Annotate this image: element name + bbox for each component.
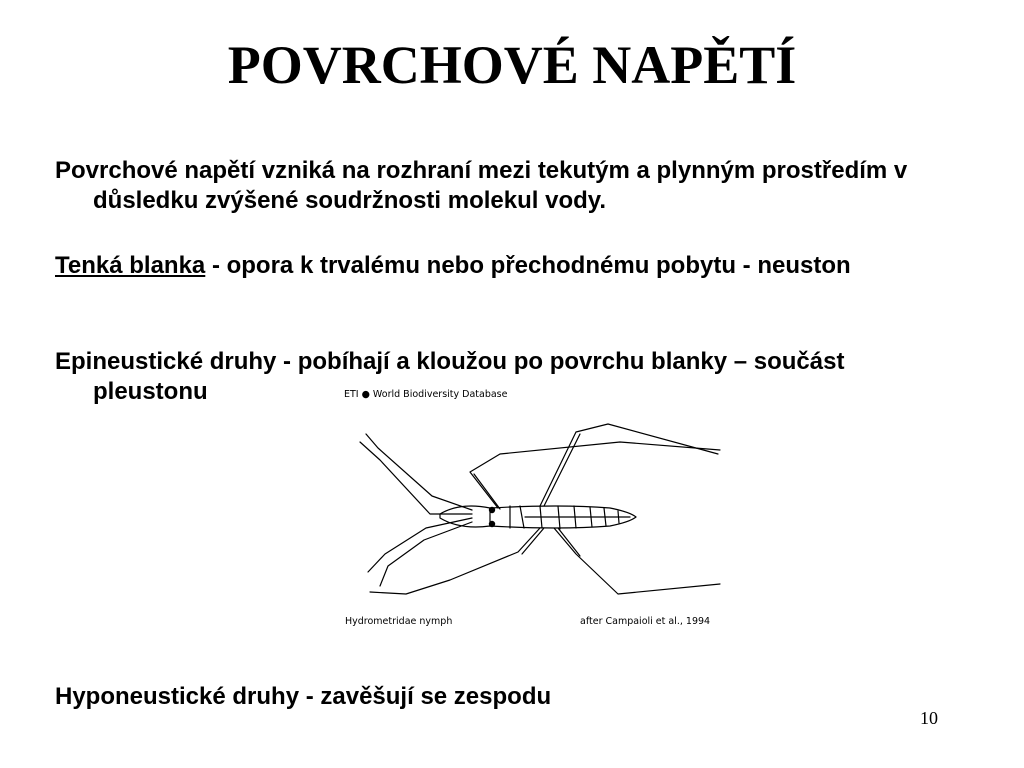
slide-title: POVRCHOVÉ NAPĚTÍ (227, 35, 797, 95)
paragraph-surface-tension: Povrchové napětí vzniká na rozhraní mezi tekutým a plynným prostředím v důsledku zvýšené soudržnosti molekul vody. (55, 157, 908, 214)
page-number: 10 (920, 708, 938, 728)
thin-film-definition: - opora k trvalému nebo přechodnému pobytu - neuston (205, 252, 851, 279)
term-thin-film: Tenká blanka (55, 252, 206, 279)
figure-caption-left: Hydrometridae nymph (345, 616, 453, 627)
figure-header: ETI ● World Biodiversity Database (344, 389, 508, 400)
paragraph-hyponeustic: Hyponeustické druhy - zavěšují se zespodu (55, 683, 552, 710)
hydrometridae-illustration (340, 384, 740, 634)
eye-dot (489, 507, 495, 513)
paragraph-thin-film (55, 251, 953, 281)
figure-caption-right: after Campaioli et al., 1994 (580, 616, 711, 627)
eye-dot (489, 521, 495, 527)
insect-drawing (360, 424, 720, 594)
paragraph-epineustic: Epineustické druhy - pobíhají a kloužou po povrchu blanky – součást pleustonu (55, 348, 845, 405)
